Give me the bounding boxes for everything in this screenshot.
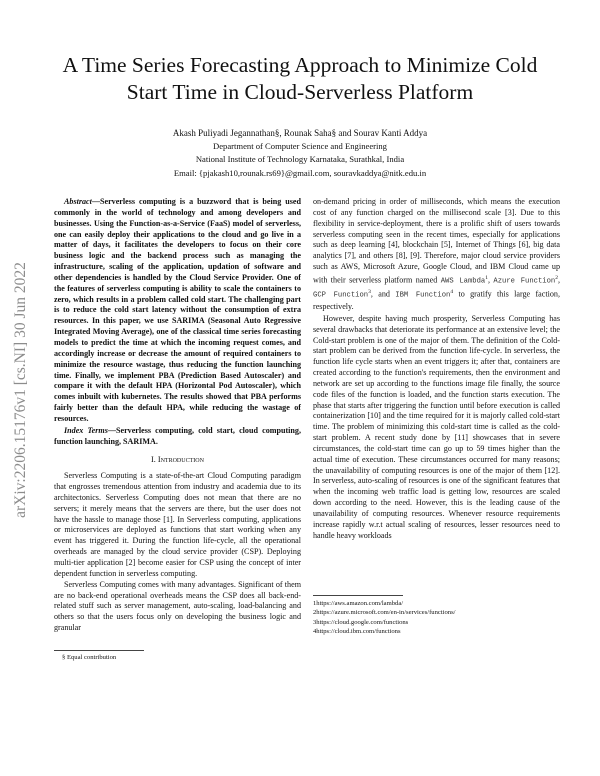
- footnote-aws[interactable]: 1https://aws.amazon.com/lambda/: [313, 600, 404, 607]
- left-column: [54, 197, 301, 634]
- url-footnotes: [313, 599, 560, 637]
- index-terms-label: Index Terms: [64, 425, 108, 435]
- footnote-ibm[interactable]: 4https://cloud.ibm.com/functions: [313, 628, 401, 636]
- footnote-azure[interactable]: 2https://azure.microsoft.com/en-in/services/functions/: [313, 609, 456, 617]
- aws-lambda-ref: AWS Lambda: [440, 277, 486, 286]
- equal-contribution-footnote: § Equal contribution: [62, 654, 117, 661]
- abstract: [54, 197, 301, 425]
- institute: National Institute of Technology Karnataka, Surathkal, India: [195, 154, 405, 165]
- author-block: [40, 127, 560, 180]
- arxiv-stamp-text: arXiv:2206.15176v1 [cs.NI] 30 Jun 2022: [12, 262, 29, 518]
- gcp-function-ref: GCP Function: [313, 292, 369, 301]
- right-para-1-text: on-demand pricing in order of milliseconds, which means the execution cost of any function charged on the millisecond scale [3]. Due to this flexibility in service-deployment, there is a prolific shift of users towards serverless computing seen in the recent times, especially for applications such as deep learning [4], blockchain [5], Internet of Things [6], big data analytics [7], and others [8], [9]. Therefore, major cloud service providers such as AWS, Microsoft Azure, Google Cloud, and IBM Cloud came up with their serverless platform named: [313, 197, 560, 285]
- paper-title: A Time Series Forecasting Approach to Minimize Cold Start Time in Cloud-Serverless Platform: [62, 53, 538, 104]
- department: Department of Computer Science and Engineering: [213, 141, 387, 152]
- author-names: Akash Puliyadi Jegannathan§, Rounak Saha§ and Sourav Kanti Addya: [172, 128, 428, 138]
- footnote-rule-left: [54, 650, 144, 651]
- email: Email: {pjakash10,rounak.rs69}@gmail.com, souravkaddya@nitk.edu.in: [173, 167, 427, 178]
- section-heading: I. Introduction: [151, 455, 204, 465]
- right-para-1: on-demand pricing in order of milliseconds, which means the execution cost of any function charged on the millisecond scale [3]. Due to this flexibility in service-deployment, there is a prolific shift of users towards serverless computing seen in the recent times, especially for applications such as deep learning [4], blockchain [5], Internet of Things [6], big data analytics [7], and others [8], [9]. Therefore, major cloud service providers such as AWS, Microsoft Azure, Google Cloud, and IBM Cloud came up with their serverless platform named AWS Lambda$^1$, Azure Function$^2$, GCP Function$^3$, and IBM Function$^4$ to gratify this large faction, respectively.: [313, 197, 560, 311]
- index-terms-text: —Serverless computing, cold start, cloud computing, function launching, SARIMA.: [54, 425, 301, 446]
- intro-para-1: Serverless Computing is a state-of-the-art Cloud Computing paradigm that engrosses tremendous attention from industry and academia due to its architectonics. Serverless Computing does not mean that there are no servers; it merely means that the servers are there, but the user does not have the hassle to manage those [1]. In Serverless computing, applications or microservices are deployed as functions that start working when any event has triggered it. During the function life-cycle, all the operational overheads are managed by the cloud service provider (CSP). Deploying multi-tier application [2] become easier for CSP using the concept of inter dependent function in serverless computing.: [54, 471, 301, 578]
- intro-para-2: Serverless Computing comes with many advantages. Significant of them are no back-end operational overheads means the CSP does all back-end-related stuff such as server management, auto-scaling, load-balancing and others so that the users focus only on developing the business logic and granular: [54, 579, 301, 633]
- arxiv-stamp: [4, 210, 34, 570]
- right-para-1-end: to gratify this large faction, respectively.: [313, 290, 560, 311]
- abstract-text: —Serverless computing is a buzzword that is being used commonly in the world of technology and among developers and businesses. Using the Function-as-a-Service (FaaS) model of serverless, one can easily deploy their applications to the cloud and go live in a matter of days, it facilitates the developers to focus on their core business logic and the backend process such as managing the infrastructure, scaling of the application, updation of software and other dependencies is handled by the Cloud Service Provider. One of the features of serverless computing is ability to scale the containers to zero, which results in a problem called cold start. The challenging part is to reduce the cold start latency without the consumption of extra resources. In this paper, we use SARIMA (Seasonal Auto Regressive Integrated Moving Average), one of the classical time series forecasting models to predict the time at which the incoming request comes, and accordingly increase or decrease the amount of required containers to minimize the resource wastage, thus reducing the function launching time. Finally, we implement PBA (Prediction Based Autoscaler) and compare it with the default HPA (Horizontal Pod Autoscaler), which comes inbuilt with kubernetes. The results showed that PBA performs fairly better than the default HPA, while reducing the wastage of resources.: [54, 197, 301, 423]
- right-para-2: However, despite having much prosperity, Serverless Computing has several drawbacks that deteriorate its performance at an extensive level; the Cold-start problem is one of the major of them. The definition of the Cold-start problem can be derived from the function life-cycle. In serverless, the function life cycle starts when an event triggers it; after that, containers are created according to the function's requirements, then the environment and network are set up according to the functions image file finally, the source code files of the function is loaded, and the function starts execution. The phase that starts after triggering the function until before execution is called containerization [10] and the time required for it is majorly called cold-start time. The problem of minimizing this cold-start time is called as the cold-start problem. A recent study done by [11] showcases that in severe circumstances, the cold-start time can go up to 59 times higher than the actual time of execution. These circumstances occurred for many reasons; the unavailability of computing resources is one of the major of them [12]. In serverless, auto-scaling of resources is one of the significant features that when the incoming web traffic load is getting low, resources are scaled down according to the need. However, this is the leading cause of the unavailability of computing resources. Whenever resource requirements increase rapidly w.r.t actual scaling of resources, lesser resources need to handle heavy workloads: [313, 313, 560, 540]
- abstract-label: Abstract: [64, 197, 92, 206]
- azure-function-ref: Azure Function: [493, 277, 556, 286]
- right-column: [313, 197, 560, 542]
- ibm-function-ref: IBM Function: [395, 292, 451, 301]
- footnote-gcp[interactable]: 3https://cloud.google.com/functions: [313, 618, 409, 626]
- index-terms: [54, 426, 301, 448]
- footnote-rule-right: [313, 595, 403, 596]
